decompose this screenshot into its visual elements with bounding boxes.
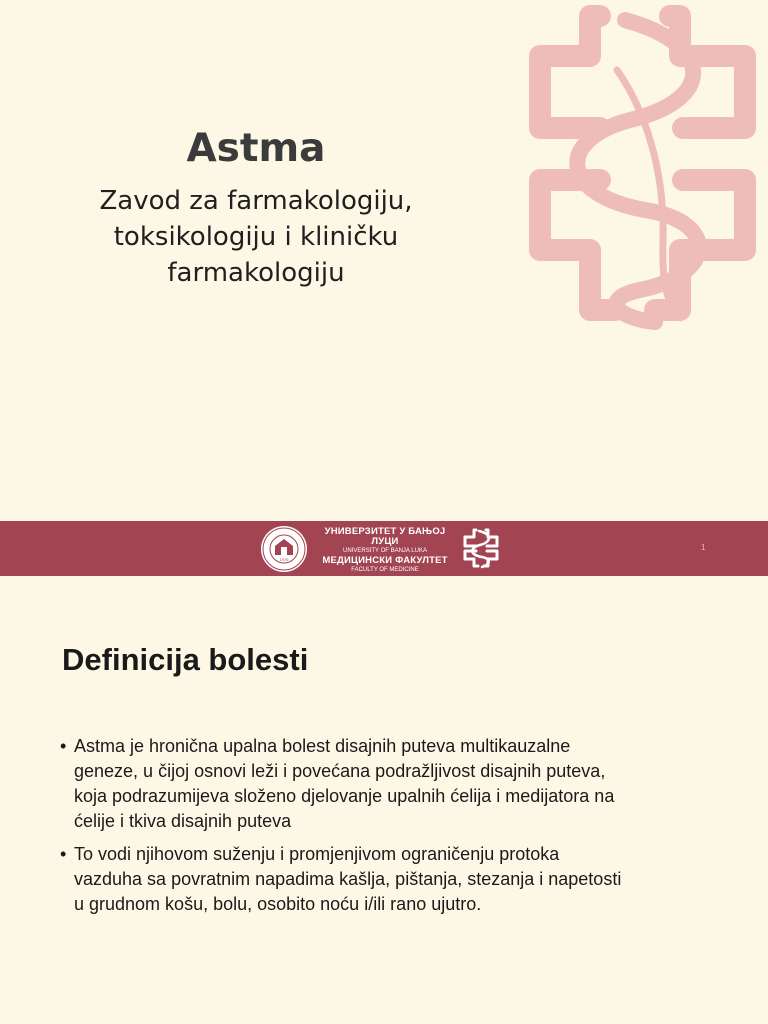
slide-subtitle [60, 183, 452, 291]
bullet-line: To vodi njihovom suženju i promjenjivom ograničenju protoka [74, 844, 560, 864]
faculty-logo-icon [460, 527, 502, 569]
bullet-line: koja podrazumijeva složeno djelovanje upalnih ćelija i medijatora na [74, 786, 615, 806]
page-number: 1 [701, 543, 706, 552]
bullet-dot-icon: • [60, 736, 67, 756]
faculty-name-latin: FACULTY OF MEDICINE [351, 567, 419, 574]
university-name-cyrillic: УНИВЕРЗИТЕТ У БАЊОЈ ЛУЦИ [324, 526, 446, 547]
bullet-line: u grudnom košu, bolu, osobito noću i/ili rano ujutro. [74, 894, 482, 914]
medical-cross-caduceus-watermark-icon [505, 0, 768, 330]
seal-year: 1975 [279, 557, 289, 562]
university-seal-icon [260, 525, 308, 573]
bullet-list [56, 734, 736, 925]
bullet-item [56, 734, 736, 834]
university-name-latin: UNIVERSITY OF BANJA LUKA [343, 547, 427, 554]
bullet-line: vazduha sa povratnim napadima kašlja, pištanja, stezanja i napetosti [74, 869, 622, 889]
bullet-line: geneze, u čijoj osnovi leži i povećana podražljivost disajnih puteva, [74, 761, 606, 781]
bullet-line: Astma je hronična upalna bolest disajnih puteva multikauzalne [74, 736, 571, 756]
slide-heading: Definicija bolesti [62, 642, 309, 677]
bullet-item [56, 842, 736, 917]
definition-slide [0, 576, 768, 1024]
subtitle-line: toksikologiju i kliničku [113, 222, 399, 252]
subtitle-line: Zavod za farmakologiju, [99, 186, 413, 216]
subtitle-line: farmakologiju [167, 258, 345, 288]
faculty-name-cyrillic: МЕДИЦИНСКИ ФАКУЛТЕТ [322, 555, 448, 567]
slide-title: Astma [186, 126, 326, 171]
bullet-line: ćelije i tkiva disajnih puteva [74, 811, 292, 831]
university-name-block [312, 527, 458, 574]
bullet-dot-icon: • [60, 844, 67, 864]
